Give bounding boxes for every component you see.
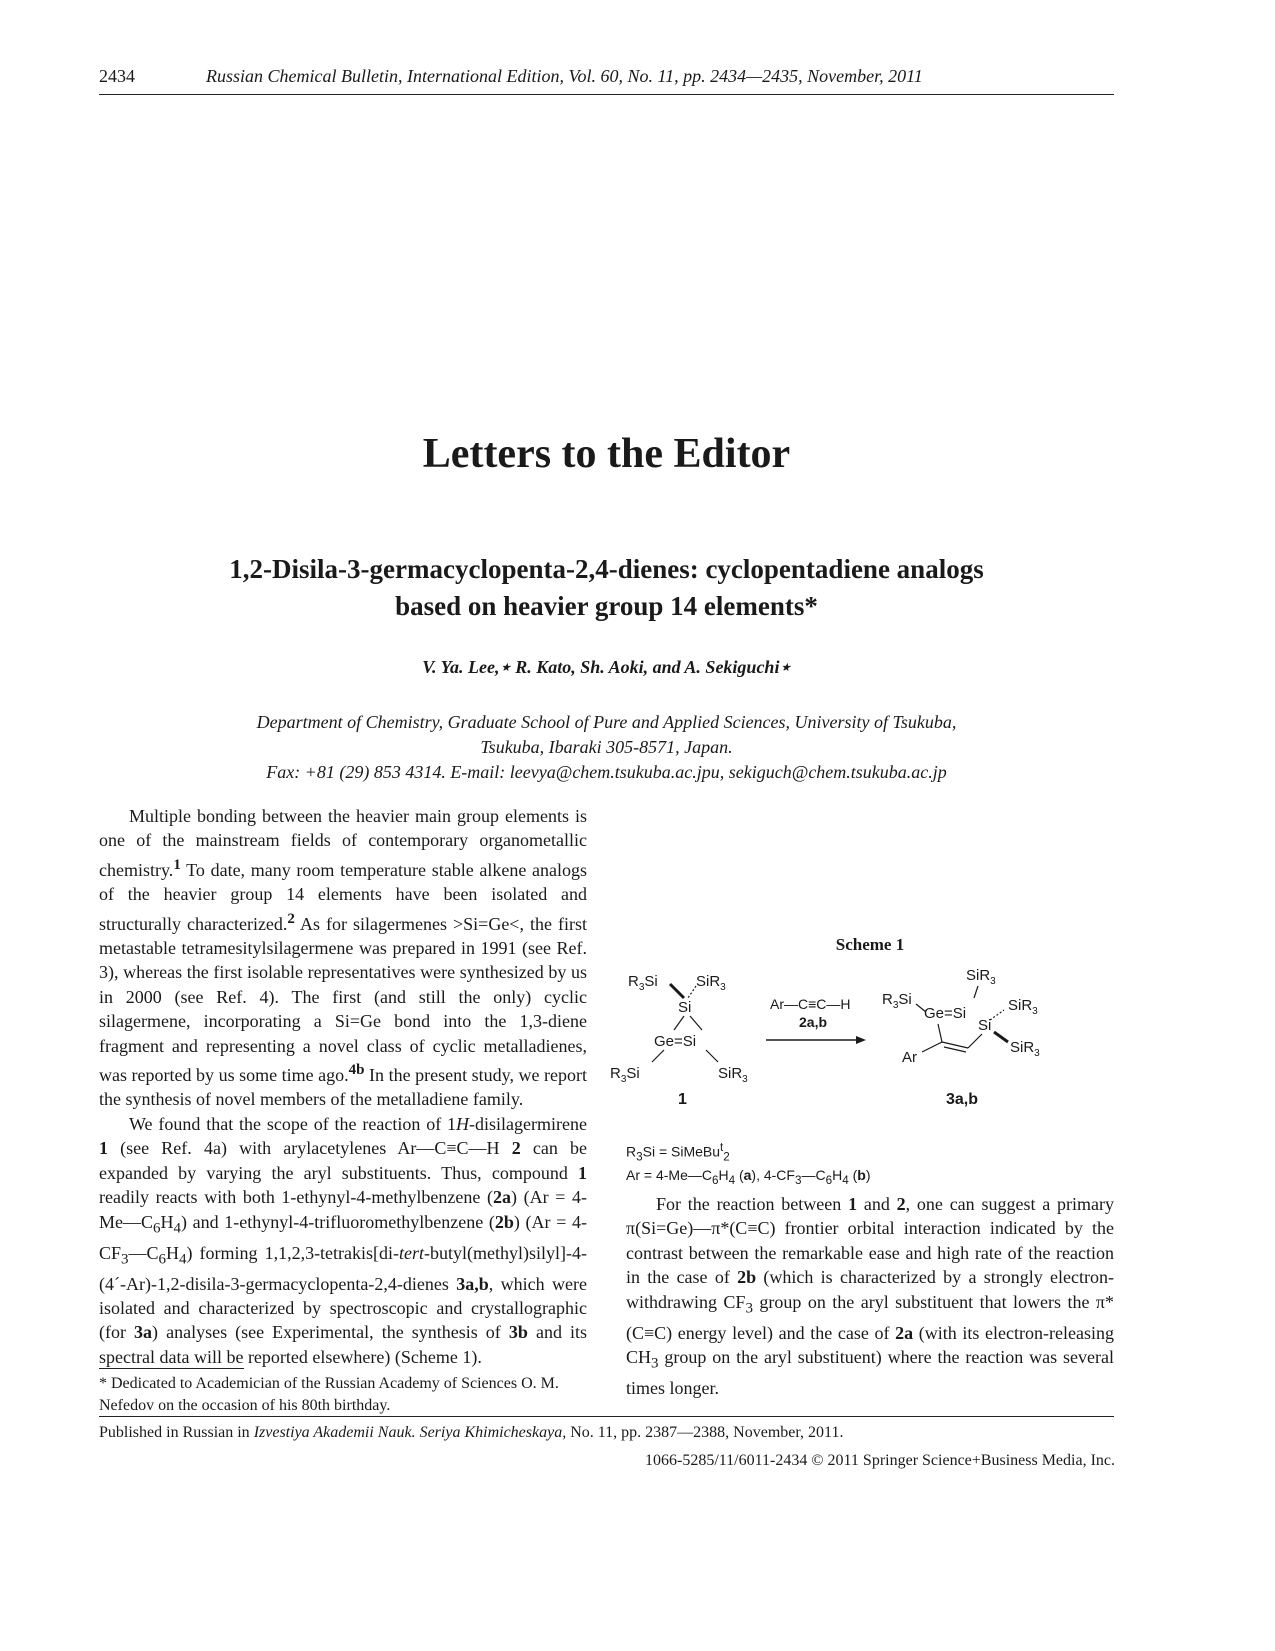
product-si: Si [978,1017,992,1034]
article-title-line1: 1,2-Disila-3-germacyclopenta-2,4-dienes: cyclopentadiene analogs [229,554,984,584]
published-note: Published in Russian in Izvestiya Akademii Nauk. Seriya Khimicheskaya, No. 11, pp. 2387—2388, November, 2011. [99,1424,844,1441]
product-sir3-right: SiR$_3$ [1008,997,1038,1017]
product-r3si: $R_3Si$ [882,991,912,1011]
affiliation-line2: Tsukuba, Ibaraki 305-8571, Japan. [480,737,733,757]
reagent-label: 2a,b [799,1014,828,1030]
compound1-label: 1 [678,1091,687,1108]
affiliation-line3: Fax: +81 (29) 853 4314. E-mail: leevya@chem.tsukuba.ac.jpu, sekiguch@chem.tsukuba.ac.jp [266,762,947,782]
si-substituent-bond [706,1050,718,1062]
article-title [130,551,1083,625]
paragraph-2: We found that the scope of the reaction of 1H-disilagermirene 1 (see Ref. 4a) with arylacetylenes Ar—C≡C—H 2 can be expanded by varying the aryl substituents. Thus, compound 1 readily reacts with both 1-ethynyl-4-methylbenzene (2a) $(Ar = 4-Me—C_6H_4)$ and 1-ethynyl-4-trifluoromethylbenzene (2b) $(Ar = 4-CF_3—C_6H_4)$ forming 1,1,2,3-tetrakis[di-tert-butyl(methyl)silyl]-4-(4´-Ar)-1,2-disila-3-germacyclopenta-2,4-dienes 3a,b, which were isolated and characterized by spectroscopic and crystallographic (for 3a) analyses (see Experimental, the synthesis of 3b and its spectral data will be reported elsewhere) (Scheme 1). [99,1113,588,1367]
footnote: * Dedicated to Academician of the Russian Academy of Sciences O. M. Nefedov on the occasion of his 80th birthday. [99,1375,559,1414]
reaction-scheme [610,967,1114,1140]
product-hashed-bond [990,1010,1004,1020]
paragraph-3: For the reaction between 1 and 2, one can suggest a primary π(Si=Ge)—π*(C≡C) frontier orbital interaction indicated by the contrast between the remarkable ease and high rate of the reaction in the case of 2b (which is characterized by a strongly electron-withdrawing $CF_3$ group on the aryl substituent that lowers the π*(C≡C) energy level) and the case of 2a (with its electron-releasing $CH_3$ group on the aryl substituent) where the reaction was several times longer. [626,1194,1114,1399]
authors: V. Ya. Lee,⋆ R. Kato, Sh. Aoki, and A. Sekiguchi⋆ [422,657,791,677]
product-sir3-top: SiR$_3$ [966,967,996,987]
body-left-column [99,804,587,1369]
r3si-label-2: $R_3Si$ [610,1065,640,1085]
affiliation-line1: Department of Chemistry, Graduate School of Pure and Applied Sciences, University of Tsukuba, [256,712,957,732]
reaction-arrow-head [856,1036,866,1044]
section-title: Letters to the Editor [422,431,791,477]
aryl-bond [922,1042,942,1052]
page-number: 2434 [99,66,135,86]
product-label: 3a,b [946,1091,979,1108]
journal-header: Russian Chemical Bulletin, International Edition, Vol. 60, No. 11, pp. 2434—2435, November, 2011 [206,66,923,86]
sir3-label-2: SiR$_3$ [718,1065,748,1085]
sir3-label: SiR$_3$ [696,973,726,993]
ring-double-bond-2 [944,1047,966,1052]
paragraph-1: Multiple bonding between the heavier main group elements is one of the mainstream fields of contemporary organometallic chemistry.$^1$ To date, many room temperature stable alkene analogs of the heavier group 14 elements have been isolated and structurally characterized.$^2$ As for silagermenes >Si=Ge<, the first metastable tetramesitylsilagermene was prepared in 1991 (see Ref. 3), whereas the first isolable representatives were synthesized by us in 2000 (see Ref. 4). The first (and still the only) cyclic silagermene, incorporating a Si=Ge bond into the 1,3-diene fragment and representing a novel class of cyclic metalladienes, was reported by us some time ago.$^{4b}$ In the present study, we report the synthesis of novel members of the metalladiene family. [99,806,587,1110]
hashed-bond [688,986,696,998]
ge-si-double-bond: Ge=Si [654,1033,697,1050]
scheme-legend-line1: $R_3Si$ = SiMeBu$^t_2$ [626,1141,730,1164]
article-title-line2: based on heavier group 14 elements* [395,591,818,621]
product-ge-si: Ge=Si [924,1005,967,1022]
product-sir3-bottom: SiR$_3$ [1010,1039,1040,1059]
si-si-bond [690,1016,702,1030]
scheme-legend [626,1139,870,1190]
ring-bond-left [938,1024,942,1042]
footer-rule [99,1416,1114,1417]
ring-bond-right [968,1034,982,1048]
affiliation [150,710,1063,785]
product-bond-top [974,986,978,998]
footnote-rule [99,1368,244,1369]
product-wedge-bond [994,1032,1008,1042]
si-atom: Si [678,999,692,1016]
r3si-label: $R_3Si$ [628,973,658,993]
product-ar: Ar [902,1049,917,1066]
wedge-bond [670,984,684,998]
reagent-text: Ar—C≡C—H [770,996,851,1012]
ge-substituent-bond [652,1050,664,1062]
copyright: 1066-5285/11/6011-2434 © 2011 Springer Science+Business Media, Inc. [645,1452,1115,1469]
scheme-title: Scheme 1 [835,935,905,954]
si-ge-bond [674,1016,684,1030]
body-right-column [626,1192,1114,1400]
header-rule [99,94,1114,95]
scheme-legend-line2: $Ar = 4-Me—C_6H_4$ (a), $4-CF_3—C_6H_4$ (b) [626,1167,871,1188]
